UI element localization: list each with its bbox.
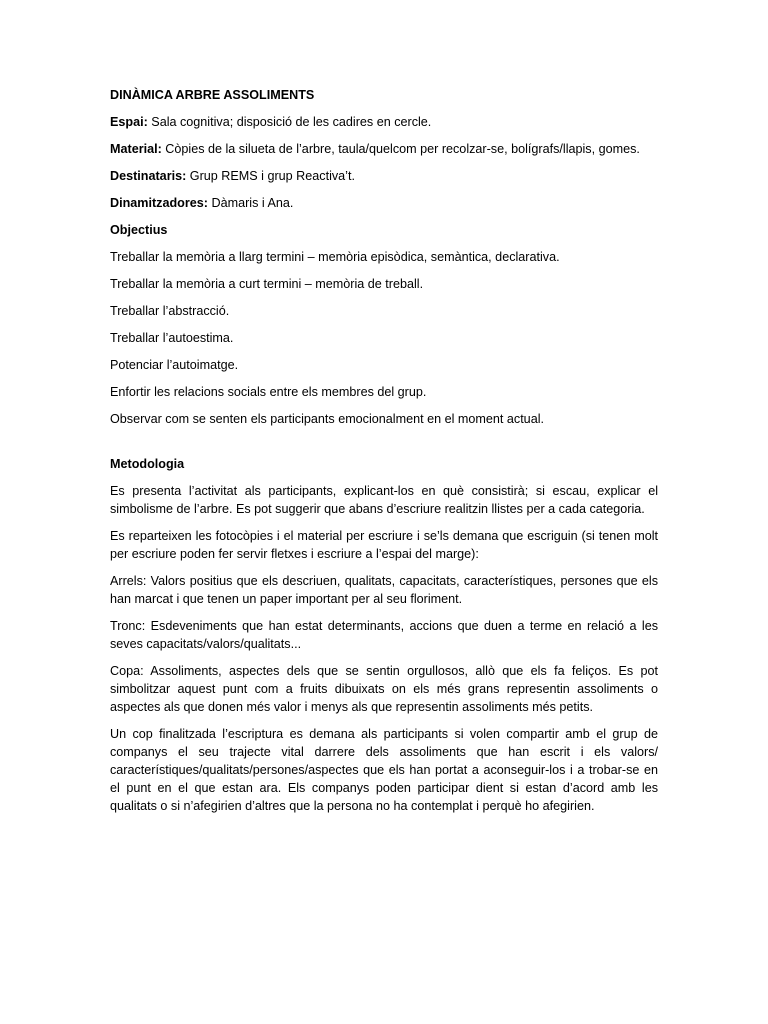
objectives-heading: Objectius: [110, 223, 168, 237]
field-label: Espai:: [110, 115, 148, 129]
methodology-paragraph: Es presenta l’activitat als participants, explicant-los en què consistirà; si escau, explicar el simbolisme de l’arbre. Es pot suggerir que abans d’escriure realitzin llistes per a cada categoria.: [110, 484, 658, 516]
methodology-paragraph: Tronc: Esdeveniments que han estat determinants, accions que duen a terme en relació a les seves capacitats/valors/qualitats...: [110, 619, 658, 651]
section-spacer: [110, 437, 658, 455]
objective-item: Treballar la memòria a llarg termini – memòria episòdica, semàntica, declarativa.: [110, 250, 560, 264]
field-label: Material:: [110, 142, 162, 156]
field-label: Dinamitzadores:: [110, 196, 208, 210]
objective-item: Treballar l’abstracció.: [110, 304, 230, 318]
field-value: Grup REMS i grup Reactiva’t.: [186, 169, 355, 183]
objective-item: Potenciar l’autoimatge.: [110, 358, 239, 372]
field-value: Sala cognitiva; disposició de les cadires en cercle.: [147, 115, 432, 129]
methodology-heading: Metodologia: [110, 457, 185, 471]
methodology-paragraph: Copa: Assoliments, aspectes dels que se sentin orgullosos, allò que els fa feliços. Es pot simbolitzar aquest punt com a fruits dibuixats on els més grans representin assoliments o aspectes als que donen més valor i menys als que representin assoliments més petits.: [110, 664, 658, 714]
objective-item: Treballar l’autoestima.: [110, 331, 234, 345]
methodology-paragraph: Arrels: Valors positius que els descriuen, qualitats, capacitats, característiques, persones que els han marcat i que tenen un paper important per al seu floriment.: [110, 574, 658, 606]
field-value: Dàmaris i Ana.: [207, 196, 294, 210]
objective-item: Treballar la memòria a curt termini – memòria de treball.: [110, 277, 424, 291]
methodology-paragraph: Es reparteixen les fotocòpies i el material per escriure i se’ls demana que escriguin (si tenen molt per escriure poden fer servir fletxes i escriure a l’espai del marge):: [110, 529, 658, 561]
methodology-paragraph: Un cop finalitzada l’escriptura es demana als participants si volen compartir amb el grup de companys el seu trajecte vital darrere dels assoliments que han escrit i els valors/ característiques/qualitats/persones/aspectes que els han portat a aconseguir-los i a trobar-se en el punt en el que estan ara. Els companys poden participar dient si estan d’acord amb les qualitats o si n’afegirien d’altres que la persona no ha contemplat i perquè ho afegirien.: [110, 727, 658, 813]
field-material: [110, 140, 658, 158]
objective-item: Enfortir les relacions socials entre els membres del grup.: [110, 385, 427, 399]
document-page: [110, 86, 658, 824]
field-destinataris: [110, 167, 658, 185]
field-espai: [110, 113, 658, 131]
field-label: Destinataris:: [110, 169, 187, 183]
document-title: DINÀMICA ARBRE ASSOLIMENTS: [110, 88, 315, 102]
field-value: Còpies de la silueta de l’arbre, taula/quelcom per recolzar-se, bolígrafs/llapis, gomes.: [161, 142, 640, 156]
field-dinamitzadores: [110, 194, 658, 212]
objective-item: Observar com se senten els participants emocionalment en el moment actual.: [110, 412, 544, 426]
